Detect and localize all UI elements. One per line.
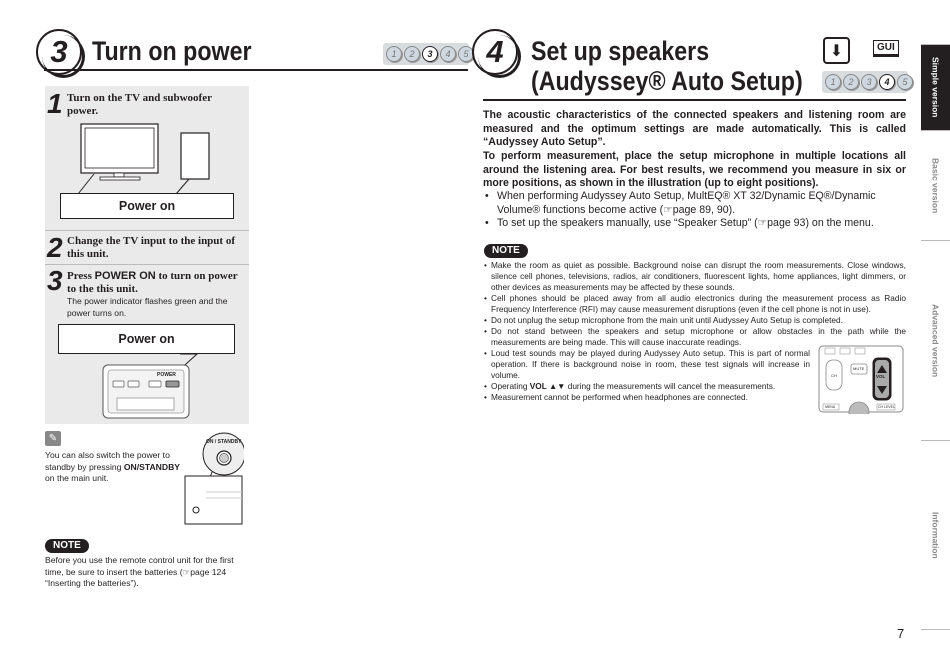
step-dot-2: 2 (404, 46, 420, 62)
standby-button-inner (220, 454, 229, 463)
side-tab-simple-version[interactable] (921, 44, 950, 130)
note-item: • Do not unplug the setup microphone from the main unit until Audyssey Auto Setup is completed. (484, 315, 906, 326)
step-3-text (67, 270, 247, 296)
tv-stand (114, 173, 124, 177)
pencil-icon: ✎ (45, 431, 61, 446)
page-number: 7 (897, 626, 905, 641)
step-1-text: Turn on the TV and subwoofer power. (67, 92, 212, 117)
section-4-notes-narrow (484, 348, 810, 403)
step-dot-2: 2 (843, 74, 859, 90)
tip-text-1: You can also switch the power to standby by pressing (45, 450, 170, 472)
step-dot-5: 5 (897, 74, 913, 90)
remote-mute-label: MUTE (853, 366, 865, 371)
section-4-intro-1: The acoustic characteristics of the connected speakers and listening room are measured and the optimum settings are made automatically. This is called “Audyssey Auto Setup”. (483, 109, 906, 149)
section-3-title: Turn on power (92, 36, 252, 66)
step-dot-1: 1 (386, 46, 402, 62)
step-dot-5: 5 (458, 46, 474, 62)
note-item: • Do not stand between the speakers and setup microphone or allow obstacles in the path while the measurements are being made. This will cause inaccurate readings. (484, 326, 906, 348)
main-unit-button (193, 507, 199, 513)
side-tab-label: Information (930, 511, 941, 559)
step-dot-3-current: 3 (422, 46, 438, 62)
operating-prefix: Operating (491, 381, 528, 391)
standby-label: ON / STANDBY (206, 439, 242, 445)
step-2-number: 2 (47, 232, 63, 263)
remote-num-key-1 (825, 348, 835, 354)
section-3-note-text: Before you use the remote control unit for the first time, be sure to insert the batteries (☞page 124 “Inserting the batteries”). (45, 555, 234, 588)
step-4-circle (472, 29, 518, 75)
remote-power-label: POWER (157, 372, 176, 378)
step-3-detail: The power indicator flashes green and the power turns on. (67, 296, 228, 318)
step-dot-4: 4 (440, 46, 456, 62)
step-1-number: 1 (47, 88, 63, 119)
section-4-step-dots (825, 74, 915, 90)
remote-key-1 (113, 381, 124, 387)
step-dot-3: 3 (861, 74, 877, 90)
side-tab-label: Simple version (930, 57, 941, 118)
power-on-label-1: Power on (60, 193, 234, 219)
section-4-title-line1: Set up speakers (531, 36, 710, 66)
power-on-button-name: POWER ON (94, 270, 156, 282)
note-item: • Loud test sounds may be played during Audyssey Auto setup. This is part of normal operation. If there is background noise in room, these test signals will increase in volume. (484, 348, 810, 381)
side-tab-information[interactable] (921, 440, 950, 630)
remote-key-2 (128, 381, 139, 387)
step-3-number: 3 (50, 34, 68, 69)
power-on-label-2: Power on (58, 324, 235, 354)
subwoofer-body (181, 133, 209, 179)
tv-base (100, 177, 140, 180)
section-4-rule (483, 99, 906, 101)
remote-key-3 (149, 381, 161, 387)
bullet-item: • To set up the speakers manually, use “Speaker Setup” (☞page 93) on the menu. (485, 217, 908, 231)
remote-channel-label: CH LEVEL (878, 405, 895, 409)
section-3-step-dots (386, 46, 476, 62)
remote-num-key-2 (840, 348, 850, 354)
tip-text-2: on the main unit. (45, 473, 109, 483)
operating-suffix: during the measurements will cancel the measurements. (567, 381, 776, 391)
remote-ch-label: CH (831, 373, 837, 378)
remote-power-key (166, 381, 179, 387)
speaker-setup-icon: ⬇ (823, 37, 850, 64)
vol-button-name: VOL ▲▼ (529, 381, 566, 391)
main-unit-edge (185, 476, 242, 524)
step-3-number-inline: 3 (47, 265, 63, 296)
step-divider-2 (45, 264, 249, 265)
note-item-operating (484, 381, 810, 392)
section-3-rule (44, 69, 468, 71)
section-4-notes-wide (484, 260, 906, 348)
side-tab-label: Advanced version (930, 303, 941, 378)
step-3-text-prefix: Press (67, 270, 92, 282)
gui-badge: GUI (873, 40, 899, 57)
section-4-bullets (485, 190, 908, 231)
tv-screen (85, 128, 154, 168)
step-2-text: Change the TV input to the input of this unit. (67, 235, 235, 260)
step-3-text-suffix: to turn on power to the this unit. (67, 270, 238, 295)
note-item: • Make the room as quiet as possible. Background noise can disrupt the room measurements. Close windows, silence cell phones, televisions, radios, air conditioners, fluorescent lights, home appliances, light dimmers, or other devices as measurements may be affected by these sounds. (484, 260, 906, 293)
remote-display (117, 398, 174, 410)
section-3-note-badge: NOTE (45, 539, 89, 553)
tip-standby-bold: ON/STANDBY (123, 461, 181, 472)
remote-vol-label: VOL (876, 374, 886, 379)
side-tab-label: Basic version (930, 157, 941, 214)
note-item: • Measurement cannot be performed when headphones are connected. (484, 392, 810, 403)
remote-vol-illustration (817, 344, 905, 414)
bullet-item: • When performing Audyssey Auto Setup, MultEQ® XT 32/Dynamic EQ®/Dynamic Volume® functions become active (☞page 89, 90). (485, 190, 908, 217)
section-4-note-badge: NOTE (484, 244, 528, 258)
note-item: • Cell phones should be placed away from all audio electronics during the measurement process as Radio Frequency Interference (RFI) may cause measurement disruptions (even if the cell phone is not in use). (484, 293, 906, 315)
section-4-intro-2: To perform measurement, place the setup microphone in multiple locations all around the listening area. For best results, we recommend you measure in six or more positions, as shown in the illustration (up to eight positions). (483, 150, 906, 190)
tip-text (45, 450, 185, 485)
remote-num-key-3 (855, 348, 865, 354)
remote-top-illustration (100, 352, 240, 420)
tv-to-label-arrow (78, 174, 94, 194)
tv-subwoofer-illustration (64, 122, 224, 196)
step-dot-1: 1 (825, 74, 841, 90)
side-tab-advanced-version[interactable] (921, 240, 950, 440)
step-divider-1 (45, 230, 249, 231)
section-4-title-line2: (Audyssey® Auto Setup) (531, 66, 803, 96)
step-4-number: 4 (486, 34, 504, 69)
standby-button-illustration (182, 432, 244, 526)
remote-menu-label: MENU (825, 405, 836, 409)
step-dot-4-current: 4 (879, 74, 895, 90)
side-tab-basic-version[interactable] (921, 130, 950, 240)
sub-to-label-arrow (176, 179, 189, 194)
